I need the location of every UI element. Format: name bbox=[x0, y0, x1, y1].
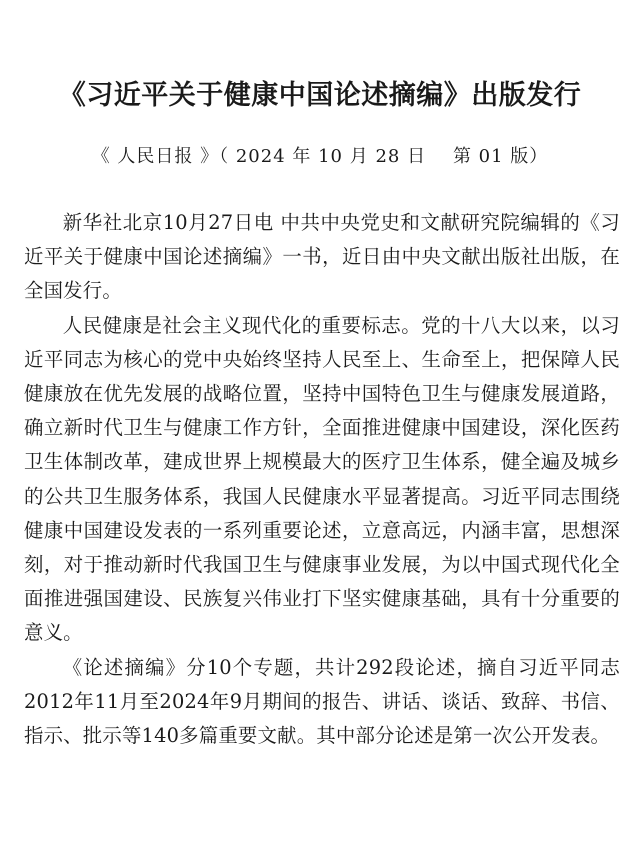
article-body bbox=[24, 206, 620, 753]
article-title: 《习近平关于健康中国论述摘编》出版发行 bbox=[58, 80, 582, 111]
paragraph-3: 《论述摘编》分10个专题，共计292段论述，摘自习近平同志2012年11月至2024年9月期间的报告、讲话、谈话、致辞、书信、指示、批示等140多篇重要文献。其中部分论述是第一次公开发表。 bbox=[24, 655, 620, 748]
paragraph-1: 新华社北京10月27日电 中共中央党史和文献研究院编辑的《习近平关于健康中国论述摘编》一书，近日由中央文献出版社出版，在全国发行。 bbox=[24, 211, 620, 303]
source-line: 《 人民日报 》（ 2024 年 10 月 28 日 第 01 版） bbox=[91, 146, 549, 167]
paragraph-2: 人民健康是社会主义现代化的重要标志。党的十八大以来，以习近平同志为核心的党中央始终坚持人民至上、生命至上，把保障人民健康放在优先发展的战略位置，坚持中国特色卫生与健康发展道路，确立新时代卫生与健康工作方针，全面推进健康中国建设，深化医药卫生体制改革，建成世界上规模最大的医疗卫生体系，健全遍及城乡的公共卫生服务体系，我国人民健康水平显著提高。习近平同志围绕健康中国建设发表的一系列重要论述，立意高远，内涵丰富，思想深刻，对于推动新时代我国卫生与健康事业发展，为以中国式现代化全面推进强国建设、民族复兴伟业打下坚实健康基础，具有十分重要的意义。 bbox=[24, 313, 620, 645]
